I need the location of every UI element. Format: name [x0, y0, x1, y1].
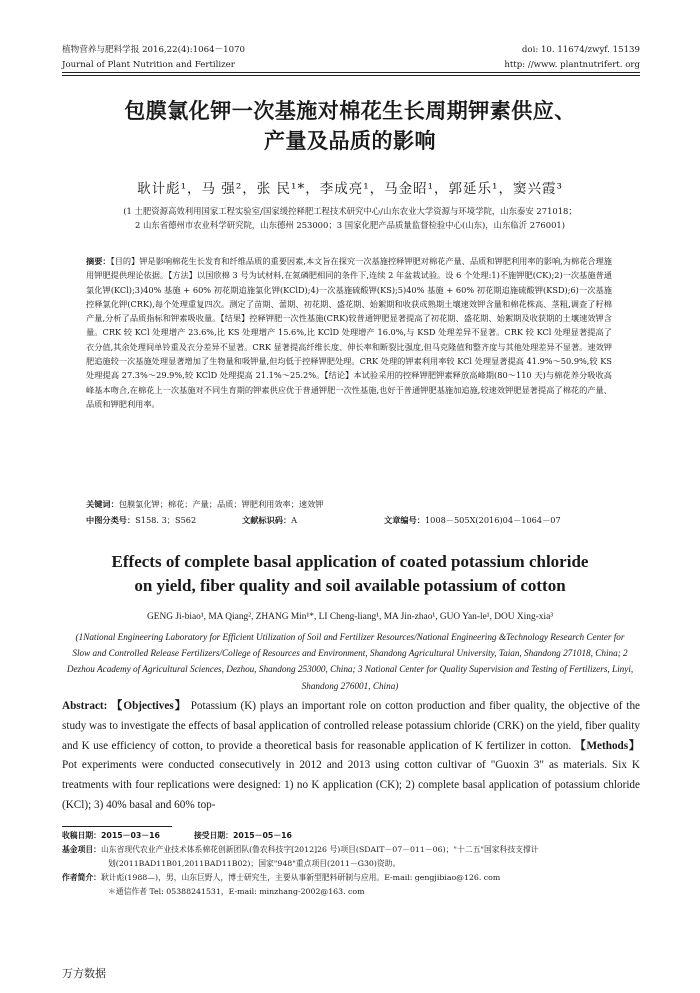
footnotes — [62, 829, 640, 899]
keywords-cn-label: 关键词： — [86, 499, 119, 509]
fund-text-2: 划(2011BAD11B01,2011BAD11B02)；国家"948"重点项目(2011－G30)资助。 — [108, 859, 401, 868]
abstract-en-methods: 【Methods】 — [574, 739, 640, 752]
abstract-en-objectives: 【Objectives】 — [111, 700, 187, 712]
clc-label: 中图分类号： — [86, 515, 136, 525]
abstract-en-label: Abstract: — [62, 700, 108, 712]
abstract-en-text-1: Potassium (K) plays an important role on cotton production and fiber quality, the objective of the study was to investigate the effects of basal application of controlled release potassium chloride (CRK) on the yield, fiber quality and K use efficiency of cotton, to provide a theoretical basis for reasonable application of K fertilizer in cotton. — [62, 700, 640, 752]
keywords-cn — [86, 497, 612, 511]
doc-code-value: A — [291, 515, 298, 525]
article-no-value: 1008－505X(2016)04－1064－07 — [424, 515, 561, 525]
abstract-cn-label: 摘要： — [86, 256, 111, 266]
clc-value: S158. 3；S562 — [135, 515, 197, 525]
doi: doi: 10. 11674/zwyf. 15139 — [521, 45, 640, 55]
corresponding-author: ＊通信作者 Tel: 05388241531，E-mail: minzhang-2002@163. com — [108, 887, 365, 896]
affiliations-cn — [40, 204, 660, 232]
watermark-text: 万方数据 — [62, 967, 106, 980]
author-bio-label: 作者简介： — [62, 873, 101, 882]
title-cn-line-2: 产量及品质的影响 — [264, 129, 436, 153]
title-en-line-1: Effects of complete basal application of coated potassium chloride — [111, 552, 589, 571]
footnote-rule — [62, 826, 172, 827]
fund-text-1: 山东省现代农业产业技术体系棉花创新团队(鲁农科技字[2012]26 号)项目(SDAIT－07－011－06)；"十二五"国家科技支撑计 — [100, 845, 539, 854]
authors-en: GENG Ji-biao¹, MA Qiang², ZHANG Min¹*, LI Cheng-liang¹, MA Jin-zhao¹, GUO Yan-le¹, DOU Xing-xia³ — [146, 612, 554, 622]
affiliation-cn-line-2: 2 山东省德州市农业科学研究院，山东德州 253000；3 国家化肥产品质量监督检验中心(山东)，山东临沂 276001) — [134, 220, 566, 230]
article-no-label: 文章编号： — [384, 515, 425, 525]
abstract-cn-text: 【目的】钾是影响棉花生长发育和纤维品质的重要因素,本文旨在探究一次基施控释钾肥对棉花产量、品质和钾肥利用率的影响,为棉花合理施用钾肥提供理论依据。【方法】以国欣棉 3 号为试材料,在氮磷肥相同的条件下,连续 2 年盆栽试验。设 6 个处理:1)不施钾肥(CK);2)一次基施普通氯化钾(KCl);3)40% 基施 + 60% 初花期追施氯化钾(KClD);4)一次基施硫酸钾(KS);5)40% 基施 + 60% 初花期追施硫酸钾(KSD);6)一次基施控释氯化钾(CRK),每个处理重复四次。测定了苗期、蕾期、初花期、盛花期、始絮期和收获成熟期土壤速效钾含量和棉花株高、茎粗,调查了籽棉产量,分析了品质指标和钾素吸收量。【结果】控释钾肥一次性基施(CRK)较普通钾肥显著提高了初花期、盛花期、始絮期及收获期的土壤速效钾含量。CRK 较 KCl 处理增产 23.6%,比 KS 处理增产 15.6%,比 KClD 处理增产 16.0%,与 KSD 处理差异不显著。CRK 较 KCl 处理显著提高了衣分值,其余处理间单铃重及衣分差异不显著。CRK 显著提高纤维长度、伸长率和断裂比强度,但马克隆值和整齐度与其他处理差异不显著。速效钾肥追施较一次基施处理显著增加了生物量和吸钾量,但均低于控释钾肥处理。CRK 处理的钾素利用率较 KCl 处理显著提高 41.9%～50.9%,较 KS 处理提高 27.3%～29.9%,较 KClD 处理提高 21.1%～25.2%。【结论】本试验采用的控释钾肥钾素释放高峰期(80～110 天)与棉花养分吸收高峰基本吻合,在棉花上一次基施对不同生育期的钾素供应优于普通钾肥一次性基施,也好于普通钾肥基施加追施,较速效钾肥显著提高了棉花的产量、品质和钾肥利用率。 — [86, 256, 612, 409]
classification-line — [86, 513, 612, 527]
author-bio-text: 耿计彪(1988—)，男，山东巨野人，博士研究生，主要从事新型肥料研制与应用。E-mail: gengjibiao@126. com — [100, 873, 501, 882]
authors-cn: 耿计彪¹，马 强²，张 民¹*，李成亮¹，马金昭¹，郭延乐¹，窦兴霞³ — [137, 181, 563, 197]
received-date: 收稿日期：2015－03－16 — [62, 831, 160, 840]
abstract-en-text-2: Pot experiments were conducted consecutively in 2012 and 2013 using cotton cultivar of "Guoxin 3" as materials. Six K treatments with four replications were designed: 1) no K application (CK); 2) complete basal application of potassium chloride (KCl); 3) 40% basal and 60% top- — [62, 759, 640, 811]
header-rule-thin — [62, 75, 640, 76]
title-cn-line-1: 包膜氯化钾一次基施对棉花生长周期钾素供应、 — [124, 99, 576, 123]
fund-label: 基金项目： — [62, 845, 101, 854]
doc-code-label: 文献标识码： — [242, 515, 292, 525]
accepted-date: 接受日期：2015－05－16 — [193, 831, 292, 840]
affiliation-cn-line-1: (1 土肥资源高效利用国家工程实验室/国家缓控释肥工程技术研究中心/山东农业大学资源与环境学院，山东泰安 271018； — [123, 206, 577, 216]
title-cn — [40, 96, 660, 156]
title-en — [60, 550, 640, 598]
journal-en-name: Journal of Plant Nutrition and Fertilizer — [62, 60, 235, 70]
journal-cn-citation: 植物营养与肥料学报 2016,22(4):1064－1070 — [62, 45, 246, 55]
affiliations-en: (1National Engineering Laboratory for Efficient Utilization of Soil and Fertilizer Resources/National Engineering &Technology Research Center for Slow and Controlled Release Fertilizers/College of Resources and Environment, Shandong Agricultural University, Taian, Shandong 271018, China; 2 Dezhou Academy of Agricultural Sciences, Dezhou, Shandong 253000, China; 3 National Center for Quality Supervision and Testing of Fertilizers, Linyi, Shandong 276001, China) — [66, 632, 634, 691]
journal-url: http: //www. plantnutrifert. org — [504, 60, 640, 70]
header-rule — [62, 72, 640, 73]
abstract-en — [62, 697, 640, 817]
keywords-cn-text: 包膜氯化钾；棉花；产量；品质；钾肥利用效率；速效钾 — [118, 499, 324, 509]
title-en-line-2: on yield, fiber quality and soil available potassium of cotton — [134, 576, 566, 595]
abstract-cn — [86, 254, 612, 482]
